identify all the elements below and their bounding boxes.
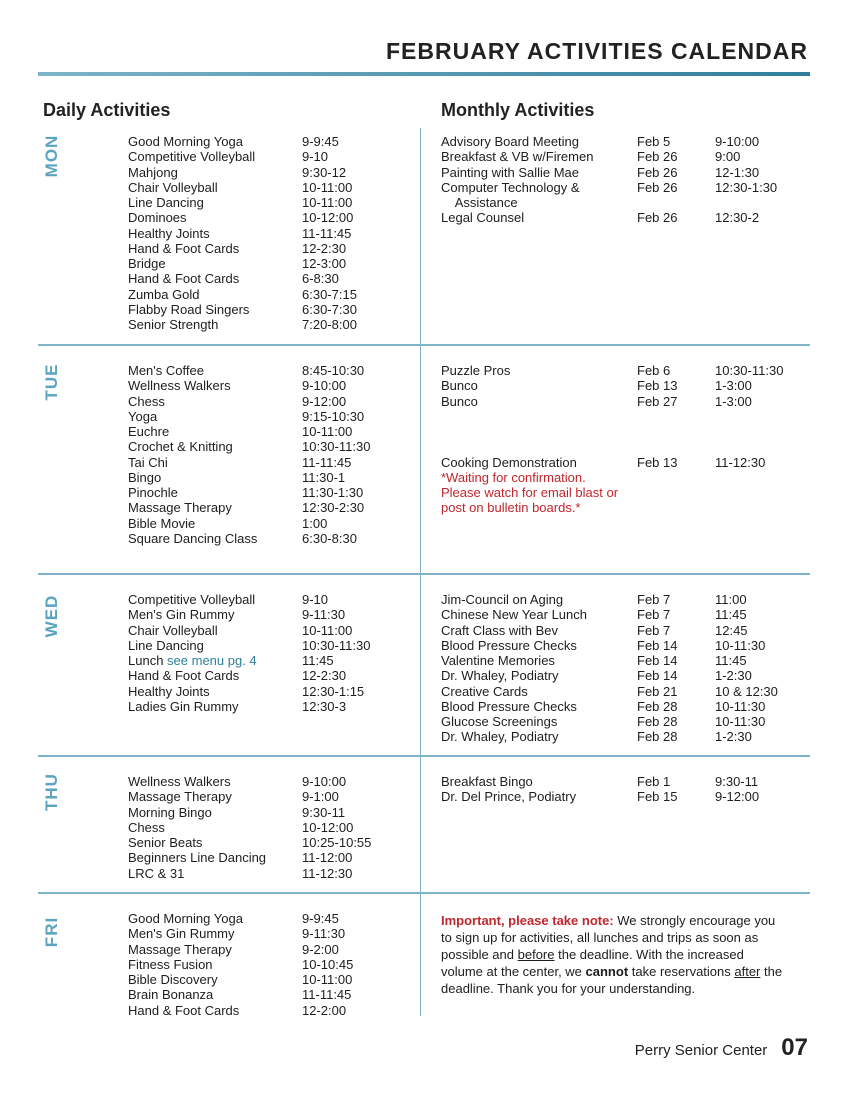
activity-name: Hand & Foot Cards [128,1002,240,1018]
event-date: Feb 14 [637,668,678,684]
day-label-wed [34,586,70,646]
activity-name: Wellness Walkers [128,774,231,789]
activity-name: Hand & Foot Cards [128,240,240,256]
activity-time: 9-10:00 [302,774,347,789]
activity-time: 9-11:30 [302,926,346,942]
event-time: 12:30-2 [715,210,760,226]
event-date: Feb 7 [637,622,671,638]
day-divider [38,892,810,894]
notice-emphasis: before [517,947,555,962]
activity-time: 11:30-1:30 [302,485,364,500]
day-label-text: WED [42,594,61,638]
activity-name: Brain Bonanza [128,987,214,1003]
activity-name: Morning Bingo [128,804,212,820]
activity-time: 9-11:30 [302,607,346,623]
important-notice [441,912,786,997]
event-time: 10 & 12:30 [715,683,778,699]
activity-name: Fitness Fusion [128,956,213,972]
activity-time: 6-8:30 [302,271,339,287]
activity-time: 12-2:30 [302,668,347,684]
event-name: Dr. Whaley, Podiatry [441,668,559,684]
event-name: Craft Class with Bev [441,622,559,638]
activity-name: Wellness Walkers [128,378,231,394]
monthly-activities-heading: Monthly Activities [441,100,595,120]
daily-activities-heading: Daily Activities [43,100,171,120]
footer-org: Perry Senior Center [634,1042,768,1059]
event-time: 12:45 [715,622,748,638]
notice-emphasis: cannot [585,964,629,979]
event-date: Feb 28 [637,729,678,745]
day-label-text: THU [42,773,61,811]
day-label-text: FRI [42,916,61,948]
event-name: Creative Cards [441,683,528,699]
event-time: 1-3:00 [715,393,752,409]
activity-name: Hand & Foot Cards [128,271,240,287]
event-time: 10-11:30 [715,714,766,729]
event-name: Assistance [441,195,518,210]
page-number: 07 [781,1034,808,1061]
event-name: Advisory Board Meeting [441,134,580,149]
event-name: Bunco [441,378,478,394]
activity-name: Bingo [128,469,162,485]
activity-time: 8:45-10:30 [302,363,365,378]
event-name: Chinese New Year Lunch [441,607,587,623]
day-divider [38,344,810,346]
notice-emphasis: after [734,964,761,979]
day-divider [38,755,810,757]
activity-name: Dominoes [128,210,187,226]
activity-time: 9:30-12 [302,164,347,180]
event-time: 11:45 [715,653,747,668]
activity-time: 11-12:00 [302,850,353,866]
activity-name: Euchre [128,424,170,439]
activity-time: 10-11:00 [302,179,353,195]
event-name: Jim-Council on Aging [441,592,564,607]
day-label-text: MON [42,134,61,178]
activity-name: Competitive Volleyball [128,592,256,607]
activity-name: Mahjong [128,164,178,180]
activity-time: 12-2:30 [302,240,347,256]
event-time: 10:30-11:30 [715,363,784,378]
activity-time: 12:30-3 [302,698,347,714]
day-divider [38,573,810,575]
event-name: Computer Technology & [441,179,580,195]
activity-time: 10:25-10:55 [302,835,372,850]
activity-time: 9:15-10:30 [302,408,365,424]
event-date: Feb 26 [637,179,678,195]
event-name: Dr. Del Prince, Podiatry [441,789,577,805]
event-name: Blood Pressure Checks [441,637,577,653]
activity-name: Men's Gin Rummy [128,607,235,623]
activity-time: 9-9:45 [302,134,339,149]
event-time: 12:30-1:30 [715,179,778,195]
day-label-thu [34,762,70,822]
activity-time: 9-10:00 [302,378,347,394]
activity-name: Lunch see menu pg. 4 [128,653,257,668]
day-label-mon [34,126,70,186]
activity-name: Beginners Line Dancing [128,850,267,866]
activity-time: 9-2:00 [302,941,339,957]
confirmation-note: *Waiting for confirmation. Please watch for email blast or post on bulletin boards.* [441,469,619,515]
activity-name: Tai Chi [128,454,168,470]
activity-time: 6:30-7:30 [302,301,357,317]
event-time: 11-12:30 [715,454,766,470]
activity-name: Yoga [128,408,158,424]
activity-time: 12:30-2:30 [302,500,365,516]
activity-time: 10-11:00 [302,424,353,439]
day-label-tue [34,352,70,412]
activity-name: Good Morning Yoga [128,911,243,926]
activity-time: 9-9:45 [302,911,339,926]
notice-text: the deadline. With the increased volume at the center, we [441,947,744,979]
page-title: FEBRUARY ACTIVITIES CALENDAR [386,38,808,64]
activity-name: Bridge [128,256,166,271]
event-time: 10-11:30 [715,637,766,653]
event-time: 9-12:00 [715,789,760,805]
activity-time: 9-10 [302,592,329,607]
event-time: 11:45 [715,607,747,623]
activity-name: Senior Strength [128,317,219,332]
activity-time: 12-2:00 [302,1002,347,1018]
activity-name: Men's Gin Rummy [128,926,235,942]
day-label-text: TUE [42,363,61,401]
day-label-fri [34,902,70,962]
event-date: Feb 7 [637,607,671,623]
event-time: 11:00 [715,592,747,607]
column-divider [420,128,421,1016]
activity-time: 10-10:45 [302,956,354,972]
event-date: Feb 13 [637,378,678,394]
activity-name: Massage Therapy [128,500,232,516]
event-time: 1-2:30 [715,729,752,745]
activity-time: 11-11:45 [302,454,352,470]
event-date: Feb 15 [637,789,678,805]
event-date: Feb 5 [637,134,671,149]
activity-name: Crochet & Knitting [128,439,233,455]
activity-name: Hand & Foot Cards [128,668,240,684]
activity-name: Massage Therapy [128,941,232,957]
activity-time: 10-12:00 [302,210,354,226]
notice-text: the deadline. Thank you for your understanding. [441,964,783,996]
activity-time: 6:30-8:30 [302,530,357,546]
activity-time: 12-3:00 [302,256,347,271]
event-date: Feb 28 [637,714,678,729]
event-time: 9:30-11 [715,774,759,789]
event-name: Bunco [441,393,478,409]
event-time: 1-3:00 [715,378,752,394]
activity-name: Line Dancing [128,637,204,653]
activity-name: Senior Beats [128,835,203,850]
activity-time: 9-12:00 [302,393,347,409]
activity-time: 10-11:00 [302,622,353,638]
event-name: Puzzle Pros [441,363,511,378]
activity-name: Chess [128,819,165,835]
event-date: Feb 6 [637,363,671,378]
activity-name: Competitive Volleyball [128,149,256,165]
footer [635,1034,808,1064]
menu-link[interactable]: see menu pg. 4 [167,653,257,668]
event-date: Feb 13 [637,454,678,470]
event-name: Breakfast & VB w/Firemen [441,149,594,165]
activity-name: Square Dancing Class [128,530,258,546]
activity-time: 11-11:45 [302,987,352,1003]
activity-name: LRC & 31 [128,865,185,881]
activity-name: Chess [128,393,165,409]
event-name: Dr. Whaley, Podiatry [441,729,559,745]
activity-time: 11-11:45 [302,225,352,241]
activity-time: 6:30-7:15 [302,286,357,302]
activity-name: Chair Volleyball [128,179,218,195]
activity-time: 9-1:00 [302,789,339,805]
event-name: Painting with Sallie Mae [441,164,580,180]
activity-name: Bible Discovery [128,972,218,987]
event-date: Feb 26 [637,210,678,226]
activity-name: Bible Movie [128,515,196,531]
activity-name: Good Morning Yoga [128,134,243,149]
event-date: Feb 26 [637,164,678,180]
event-date: Feb 7 [637,592,671,607]
activity-time: 10:30-11:30 [302,637,371,653]
event-date: Feb 14 [637,637,678,653]
event-name: Legal Counsel [441,210,525,226]
activity-time: 10-11:00 [302,195,353,210]
activity-time: 12:30-1:15 [302,683,365,699]
activity-time: 9:30-11 [302,804,346,820]
activity-time: 7:20-8:00 [302,317,357,332]
activity-time: 11:30-1 [302,469,346,485]
activity-name: Line Dancing [128,195,204,210]
notice-text: We strongly encourage you to sign up for activities, all lunches and trips as soon as possible and [441,913,776,962]
event-name: Glucose Screenings [441,714,558,729]
event-date: Feb 14 [637,653,678,668]
notice-text: take reservations [628,964,735,979]
activity-name: Ladies Gin Rummy [128,698,239,714]
event-date: Feb 1 [637,774,671,789]
activity-name: Healthy Joints [128,683,210,699]
event-date: Feb 27 [637,393,678,409]
event-date: Feb 28 [637,698,678,714]
event-time: 1-2:30 [715,668,752,684]
event-time: 10-11:30 [715,698,766,714]
event-name: Blood Pressure Checks [441,698,577,714]
event-name: Valentine Memories [441,653,555,668]
activity-name: Men's Coffee [128,363,204,378]
event-time: 9:00 [715,149,741,165]
activity-time: 1:00 [302,515,328,531]
activity-name: Pinochle [128,485,178,500]
event-time: 9-10:00 [715,134,760,149]
activity-time: 9-10 [302,149,329,165]
activity-name: Flabby Road Singers [128,301,250,317]
event-name: Breakfast Bingo [441,774,533,789]
event-time: 12-1:30 [715,164,760,180]
activity-time: 11:45 [302,653,334,668]
title-rule [38,72,810,76]
activity-time: 11-12:30 [302,865,353,881]
activity-time: 10-12:00 [302,819,354,835]
activity-time: 10:30-11:30 [302,439,371,455]
notice-lead: Important, please take note: [441,913,614,928]
event-date: Feb 21 [637,683,678,699]
activity-name: Healthy Joints [128,225,210,241]
activity-name: Massage Therapy [128,789,232,805]
activity-name: Zumba Gold [128,286,200,302]
event-date: Feb 26 [637,149,678,165]
event-name: Cooking Demonstration [441,454,577,470]
activity-time: 10-11:00 [302,972,353,987]
activity-name: Chair Volleyball [128,622,218,638]
